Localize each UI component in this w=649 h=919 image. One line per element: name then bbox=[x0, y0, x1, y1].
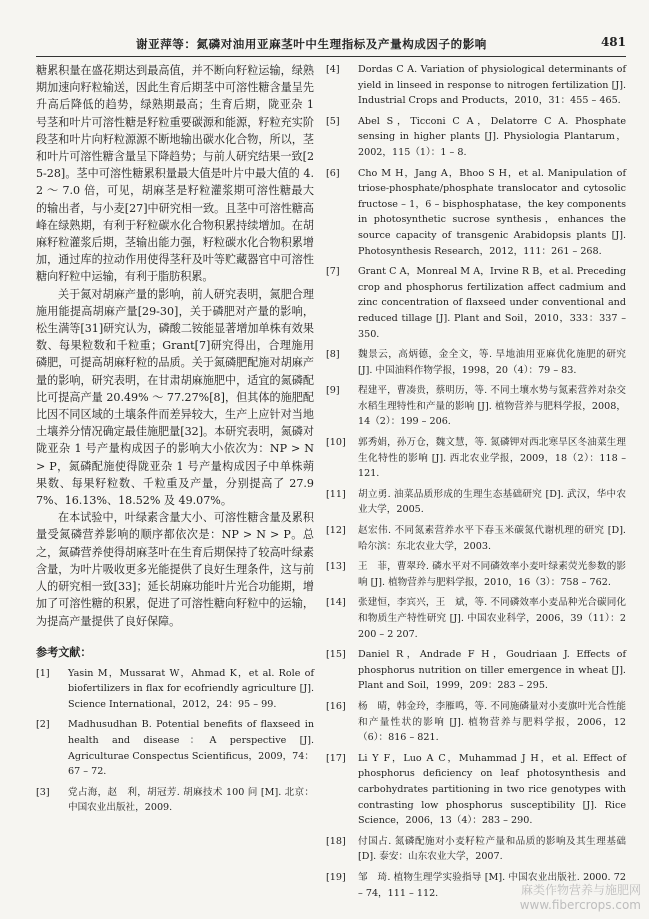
reference-item bbox=[326, 114, 626, 161]
reference-number: [8] bbox=[326, 349, 340, 361]
references-heading: 参考文献： bbox=[36, 645, 92, 659]
reference-item bbox=[326, 166, 626, 260]
reference-text: 赵宏伟. 不同氮素营养水平下春玉米碳氮代谢机理的研究 [D]. 哈尔滨：东北农业大学，2003. bbox=[358, 525, 626, 552]
reference-number: [7] bbox=[326, 266, 340, 278]
reference-number: [9] bbox=[326, 385, 340, 397]
reference-item bbox=[326, 647, 626, 694]
reference-text: Yasin M，Mussarat W，Ahmad K，et al. Role of biofertilizers in flax for ecofriendly agriculture [J]. Science International，2012，24：95 – 99. bbox=[68, 667, 314, 710]
reference-number: [3] bbox=[36, 786, 50, 798]
reference-item bbox=[326, 523, 626, 554]
reference-text: Cho M H，Jang A，Bhoo S H，et al. Manipulation of triose-phosphate/phosphate translocator and cytosolic fructose – 1，6 – bisphosphatase，the key components in photosynthetic sucrose synthesis，enhances the source capacity of transgenic Arabidopsis plants [J]. Photosynthesis Research，2012，111：261 – 268. bbox=[358, 167, 626, 257]
reference-text: Grant C A，Monreal M A，Irvine R B，et al. Preceding crop and phosphorus fertilization affect cadmium and zinc concentration of flaxseed under conventional and reduced tillage [J]. Plant and Soil，2010，333：337 – 350. bbox=[358, 266, 626, 340]
reference-item bbox=[326, 751, 626, 829]
reference-text: Madhusudhan B. Potential benefits of flaxseed in health and disease：A perspective [J]. Agriculturae Conspectus Scientificus，2009，74：67 – 72. bbox=[68, 719, 314, 778]
reference-item bbox=[326, 699, 626, 746]
watermark-name: 麻类作物营养与施肥网 bbox=[520, 883, 641, 897]
reference-item bbox=[326, 62, 626, 109]
reference-number: [14] bbox=[326, 597, 346, 609]
reference-item bbox=[36, 785, 314, 816]
reference-item bbox=[326, 834, 626, 865]
reference-text: Daniel R，Andrade F H，Goudriaan J. Effects of phosphorus nutrition on tiller emergence in wheat [J]. Plant and Soil，1999，209：283 – 295. bbox=[358, 649, 626, 692]
reference-number: [11] bbox=[326, 488, 346, 500]
reference-number: [2] bbox=[36, 719, 50, 731]
reference-number: [6] bbox=[326, 167, 340, 179]
reference-item bbox=[326, 383, 626, 430]
reference-text: 王 菲，曹翠玲. 磷水平对不同磷效率小麦叶绿素荧光参数的影响 [J]. 植物营养与肥料学报，2010，16（3）：758 – 762. bbox=[358, 561, 626, 588]
reference-text: 魏景云，高炳德，金全文，等. 旱地油用亚麻优化施肥的研究 [J]. 中国油料作物学报，1998，20（4）：79 – 83. bbox=[358, 349, 626, 376]
reference-number: [18] bbox=[326, 835, 346, 847]
page-number: 481 bbox=[600, 35, 626, 49]
reference-item bbox=[326, 435, 626, 482]
reference-number: [19] bbox=[326, 871, 346, 883]
reference-number: [1] bbox=[36, 667, 50, 679]
left-column bbox=[36, 62, 314, 821]
reference-number: [17] bbox=[326, 752, 346, 764]
reference-item bbox=[36, 666, 314, 713]
site-watermark bbox=[520, 883, 641, 913]
reference-item bbox=[326, 487, 626, 518]
body-paragraph-2: 关于氮对胡麻产量的影响，前人研究表明，氮肥合理施用能提高胡麻产量[29-30]，关于磷肥对产量的影响，松生满等[31]研究认为，磷酸二铵能显著增加单株有效果数、每果粒数和千粒重；Grant[7]研究得出，合理施用磷肥，可提高胡麻籽粒的品质。关于氮磷肥配施对胡麻产量的影响，研究表明，在甘肃胡麻施肥中，适宜的氮磷配比可提高产量 20.49% ～ 77.27%[8]，但其体的施肥配比因不同区域的土壤条件而差异较大，生产上应针对当地土壤养分情况确定最佳施肥量[32]。本研究表明，氮磷对陇亚杂 1 号产量构成因子的影响大小依次为：NP > N > P，氮磷配施使得陇亚杂 1 号产量构成因子中单株蒴果数、每果籽粒数、千粒重及产量，分别提高了 27.97%、16.13%、18.52% 及 49.07%。 bbox=[36, 287, 314, 508]
reference-text: 郭秀娟，孙万仓，魏文慧，等. 氮磷钾对西北寒旱区冬油菜生理生化特性的影响 [J]. 西北农业学报，2009，18（2）：118 – 121. bbox=[358, 437, 626, 480]
reference-number: [12] bbox=[326, 525, 346, 537]
reference-text: 杨 晴，韩金玲，李雁鸣，等. 不同施磷量对小麦旗叶光合性能和产量性状的影响 [J]. 植物营养与肥料学报，2006，12（6）：816 – 821. bbox=[358, 700, 626, 744]
reference-text: 党占海，赵 利，胡冠芳. 胡麻技术 100 问 [M]. 北京：中国农业出版社，2009. bbox=[68, 786, 314, 814]
reference-text: 付国占. 氮磷配施对小麦籽粒产量和品质的影响及其生理基础 [D]. 泰安：山东农业大学，2007. bbox=[358, 835, 626, 863]
reference-number: [16] bbox=[326, 700, 346, 712]
body-paragraph-1: 糖累积量在盛花期达到最高值，并不断向籽粒运输，绿熟期加速向籽粒输送，因此生育后期茎中可溶性糖含量呈先升高后降低的趋势，绿熟期最高；生育后期，陇亚杂 1 号茎和叶片可溶性糖是籽粒重要碳源和能源，籽粒充实阶段茎和叶片向籽粒源源不断地输出碳水化合物，所以，茎和叶片可溶性糖含量呈下降趋势；与前人研究结果一致[25-28]。茎中可溶性糖累积量最大值是叶片中最大值的 4.2 ～ 7.0 倍，可见，胡麻茎是籽粒灌浆期可溶性糖最大的输出者，与小麦[27]中研究相一致。且茎中可溶性糖高峰在绿熟期，有利于籽粒碳水化合物积累持续增加。在胡麻籽粒灌浆后期，茎输出能力强，籽粒碳水化合物积累增加，通过库的拉动作用使得茎秆及叶等贮藏器官中可溶性糖向籽粒中运输，有利于脂肪积累。 bbox=[36, 64, 314, 284]
reference-text: 胡立勇. 油菜品质形成的生理生态基础研究 [D]. 武汉，华中农业大学，2005. bbox=[358, 488, 626, 516]
reference-text: Li Y F，Luo A C，Muhammad J H，et al. Effect of phosphorus deficiency on leaf photosynthesis and carbohydrates partitioning in two rice genotypes with contrasting low phosphorus susceptibility [J]. Rice Science，2006，13（4）：283 – 290. bbox=[358, 752, 626, 827]
reference-text: 张建恒，李宾兴，王 斌，等. 不同磷效率小麦品种光合碳同化和物质生产特性研究 [J]. 中国农业科学，2006，39（11）：2 200 – 2 207. bbox=[358, 597, 626, 640]
reference-item bbox=[326, 347, 626, 378]
watermark-url: www.fibercrops.com bbox=[519, 898, 641, 912]
running-header bbox=[36, 30, 626, 57]
reference-text: 邹 琦. 植物生理学实验指导 [M]. 中国农业出版社. 2000. 72 – 74，111 – 112. bbox=[358, 871, 626, 899]
running-title: 谢亚萍等：氮磷对油用亚麻茎叶中生理指标及产量构成因子的影响 bbox=[136, 37, 487, 51]
body-paragraph-3: 在本试验中，叶绿素含量大小、可溶性糖含量及累积量受氮磷营养影响的顺序都依次是：NP > N > P。总之，氮磷营养使得胡麻茎叶在生育后期保持了较高叶绿素含量，为叶片吸收更多光能提供了良好生理条件，这与前人的研究相一致[33]；延长胡麻功能叶片光合功能期，增加了可溶性糖的积累，促进了可溶性糖向籽粒中的运输，为提高产量提供了良好保障。 bbox=[36, 511, 314, 628]
right-column bbox=[326, 62, 626, 906]
reference-text: Dordas C A. Variation of physiological determinants of yield in linseed in response to nitrogen fertilization [J]. Industrial Crops and Products，2010，31：455 – 465. bbox=[358, 64, 626, 107]
reference-number: [5] bbox=[326, 115, 340, 127]
reference-item bbox=[36, 717, 314, 779]
reference-item bbox=[326, 264, 626, 342]
reference-number: [15] bbox=[326, 649, 346, 661]
reference-item bbox=[326, 595, 626, 642]
reference-number: [13] bbox=[326, 561, 346, 573]
reference-number: [4] bbox=[326, 64, 340, 75]
reference-text: 程建平，曹凑贵，蔡明历，等. 不同土壤水势与氮素营养对杂交水稻生理特性和产量的影响 [J]. 植物营养与肥料学报，2008，14（2）：199 – 206. bbox=[358, 385, 626, 428]
reference-text: Abel S，Ticconi C A，Delatorre C A. Phosphate sensing in higher plants [J]. Physiologia Plantarum，2002，115（1）：1 – 8. bbox=[358, 115, 626, 158]
reference-item bbox=[326, 559, 626, 590]
reference-number: [10] bbox=[326, 437, 346, 449]
